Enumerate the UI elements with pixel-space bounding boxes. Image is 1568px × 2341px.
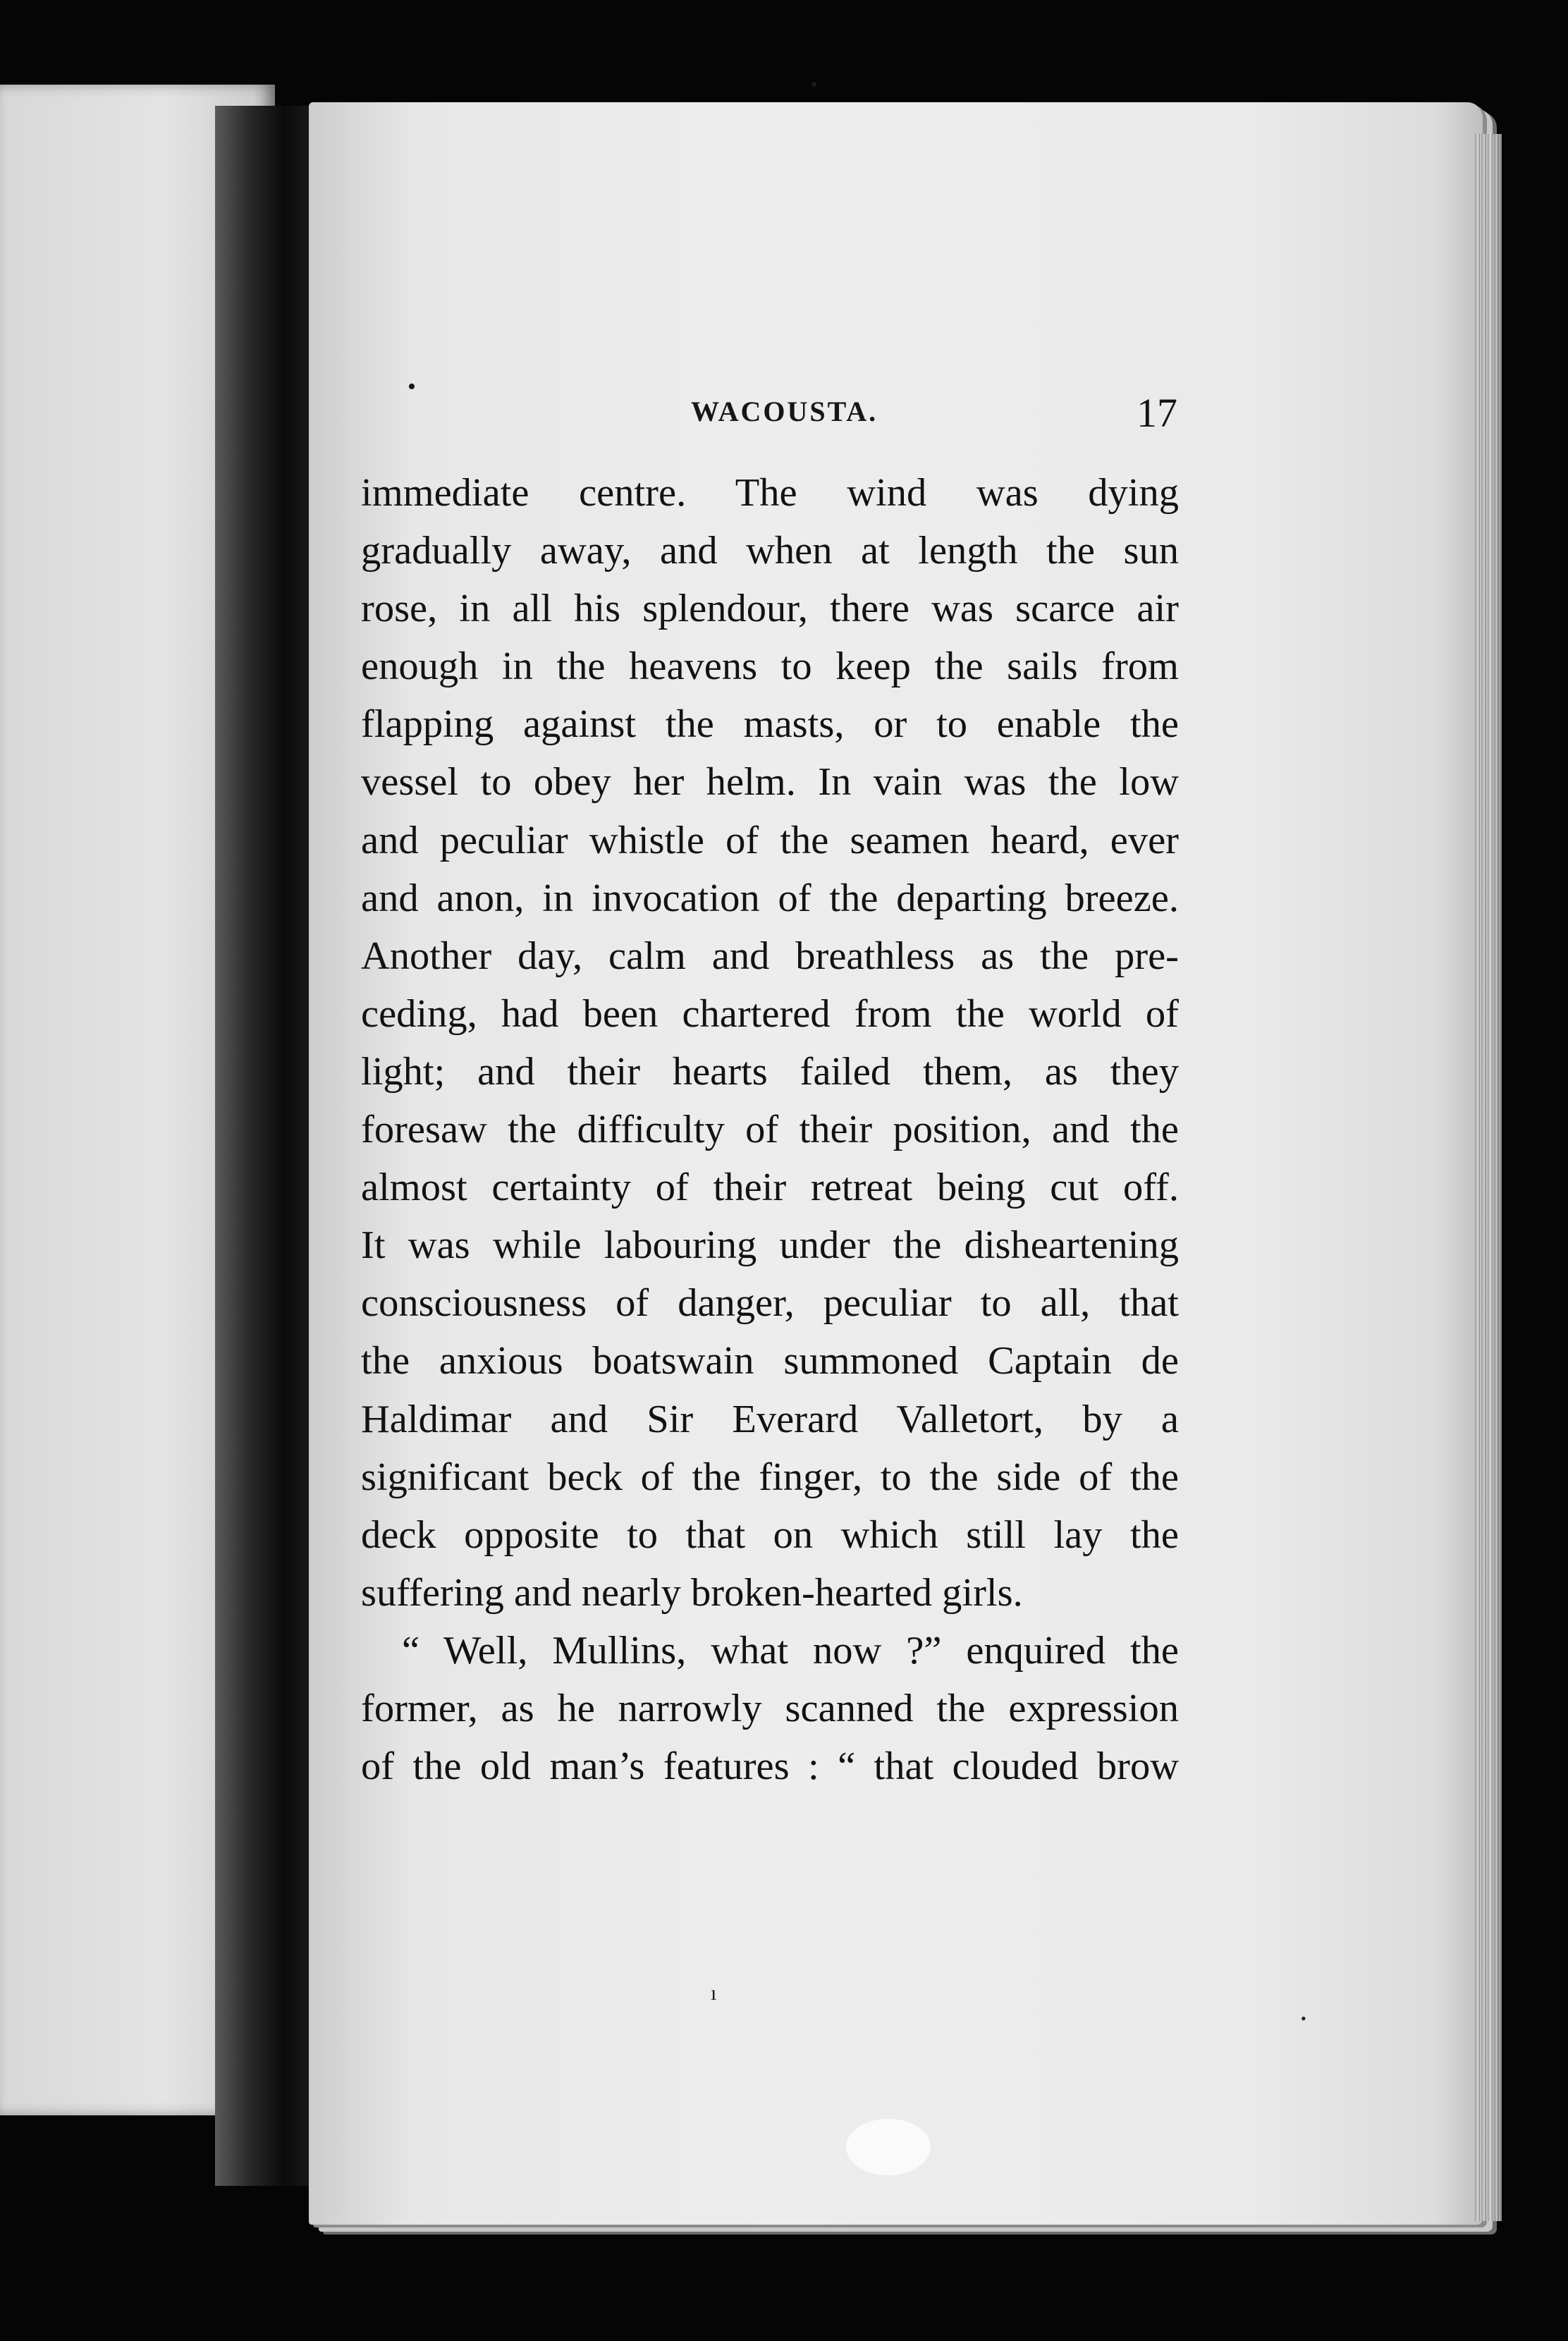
text-line: and peculiar whistle of the seamen heard, ever	[361, 818, 1179, 862]
text-line: and anon, in invocation of the departing breeze.	[361, 876, 1179, 920]
text-line: foresaw the difficulty of their position, and the	[361, 1108, 1179, 1152]
text-line: the anxious boatswain summoned Captain de	[361, 1339, 1179, 1383]
text-line: consciousness of danger, peculiar to all, that	[361, 1281, 1179, 1326]
body-text	[361, 464, 1179, 1795]
text-line: It was while labouring under the disheartening	[361, 1223, 1179, 1268]
ink-speck: ı	[711, 1981, 717, 2005]
text-line: of the old man’s features : “ that clouded brow	[361, 1744, 1179, 1789]
page-header	[691, 389, 1177, 439]
text-line: immediate centre. The wind was dying	[361, 471, 1179, 515]
text-line: gradually away, and when at length the sun	[361, 529, 1179, 573]
text-line: former, as he narrowly scanned the expression	[361, 1686, 1179, 1730]
ink-speck: •	[408, 374, 416, 400]
text-line: Haldimar and Sir Everard Valletort, by a	[361, 1397, 1179, 1441]
text-line: vessel to obey her helm. In vain was the low	[361, 760, 1179, 805]
running-head: WACOUSTA.	[691, 396, 878, 427]
text-line: significant beck of the finger, to the side of the	[361, 1455, 1179, 1499]
text-line: Another day, calm and breathless as the pre-	[361, 934, 1179, 978]
text-line: almost certainty of their retreat being cut off.	[361, 1166, 1179, 1210]
ink-speck: •	[811, 74, 818, 96]
text-line: light; and their hearts failed them, as they	[361, 1049, 1179, 1094]
text-line: deck opposite to that on which still lay the	[361, 1512, 1179, 1557]
binding-gutter	[215, 106, 321, 2186]
text-line: flapping against the masts, or to enable the	[361, 702, 1179, 747]
paper-blemish	[846, 2119, 931, 2175]
text-line: rose, in all his splendour, there was scarce air	[361, 587, 1179, 631]
text-line: suffering and nearly broken-hearted girls.	[361, 1570, 1023, 1615]
text-line: ceding, had been chartered from the world of	[361, 991, 1179, 1036]
text-line: enough in the heavens to keep the sails from	[361, 644, 1179, 689]
ink-speck: •	[1301, 2010, 1306, 2027]
text-line: “ Well, Mullins, what now ?” enquired the	[402, 1628, 1179, 1673]
page-edges	[1474, 134, 1502, 2221]
page-number: 17	[1137, 390, 1177, 436]
